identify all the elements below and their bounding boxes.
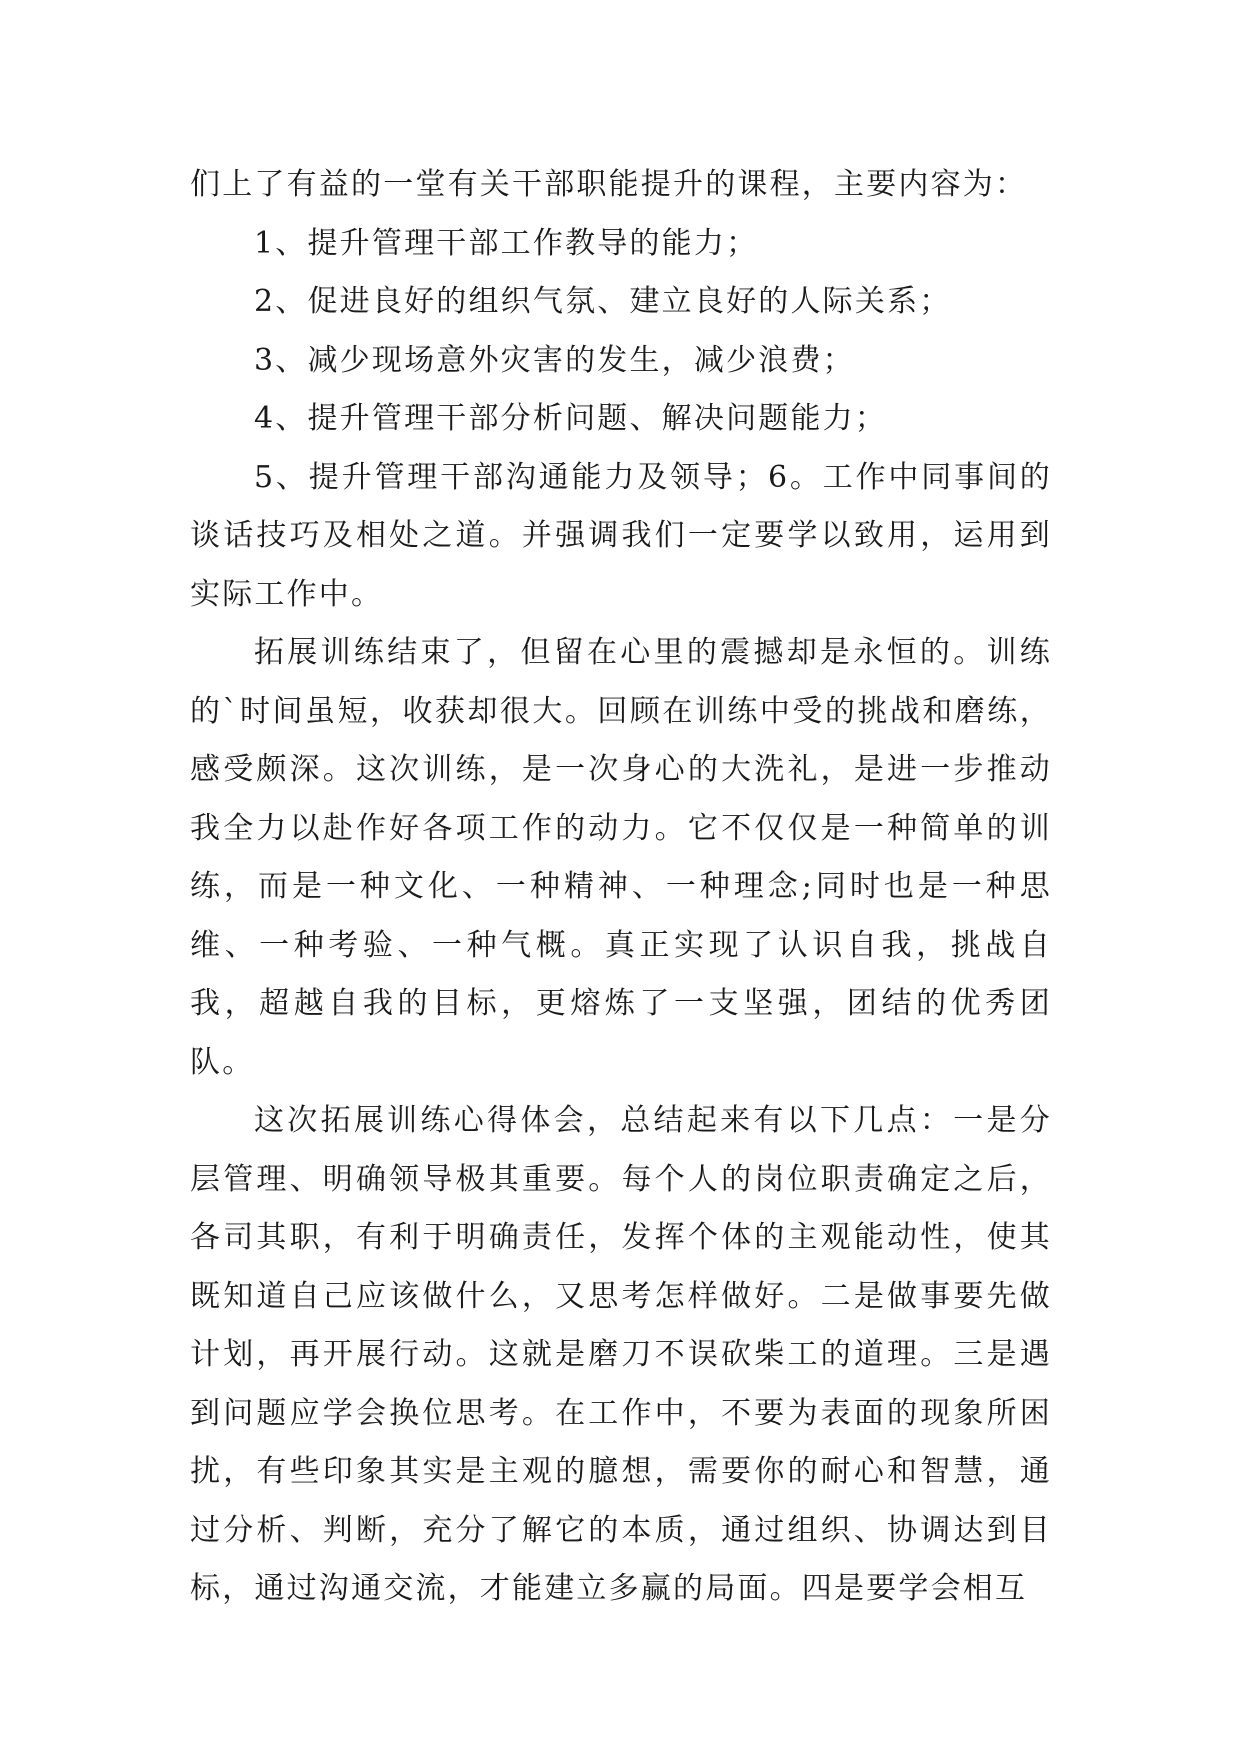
list-item-4: 4、提升管理干部分析问题、解决问题能力；: [254, 401, 888, 436]
list-item-3: 3、减少现场意外灾害的发生，减少浪费；: [254, 342, 855, 378]
list-item-5: 5、提升管理干部沟通能力及领导；6。工作中同事间的谈话技巧及相处之道。并强调我们一定要学以致用，运用到实际工作中。: [190, 459, 1052, 612]
paragraph-continuation: 们上了有益的一堂有关干部职能提升的课程，主要内容为：: [190, 167, 1028, 202]
document-body: [190, 156, 1052, 1619]
list-item-2: 2、促进良好的组织气氛、建立良好的人际关系；: [254, 284, 952, 319]
paragraph-training-reflection: 拓展训练结束了，但留在心里的震撼却是永恒的。训练的`时间虽短，收获却很大。回顾在训练中受的挑战和磨练，感受颇深。这次训练，是一次身心的大洗礼，是进一步推动我全力以赴作好各项工作的动力。它不仅仅是一种简单的训练，而是一种文化、一种精神、一种理念;同时也是一种思维、一种考验、一种气概。真正实现了认识自我，挑战自我，超越自我的目标，更熔炼了一支坚强，团结的优秀团队。: [190, 635, 1052, 1080]
paragraph-summary-points: 这次拓展训练心得体会，总结起来有以下几点：一是分层管理、明确领导极其重要。每个人的岗位职责确定之后，各司其职，有利于明确责任，发挥个体的主观能动性，使其既知道自己应该做什么，又思考怎样做好。二是做事要先做计划，再开展行动。这就是磨刀不误砍柴工的道理。三是遇到问题应学会换位思考。在工作中，不要为表面的现象所困扰，有些印象其实是主观的臆想，需要你的耐心和智慧，通过分析、判断，充分了解它的本质，通过组织、协调达到目标，通过沟通交流，才能建立多赢的局面。四是要学会相互: [190, 1103, 1052, 1606]
list-item-1: 1、提升管理干部工作教导的能力；: [254, 225, 759, 261]
